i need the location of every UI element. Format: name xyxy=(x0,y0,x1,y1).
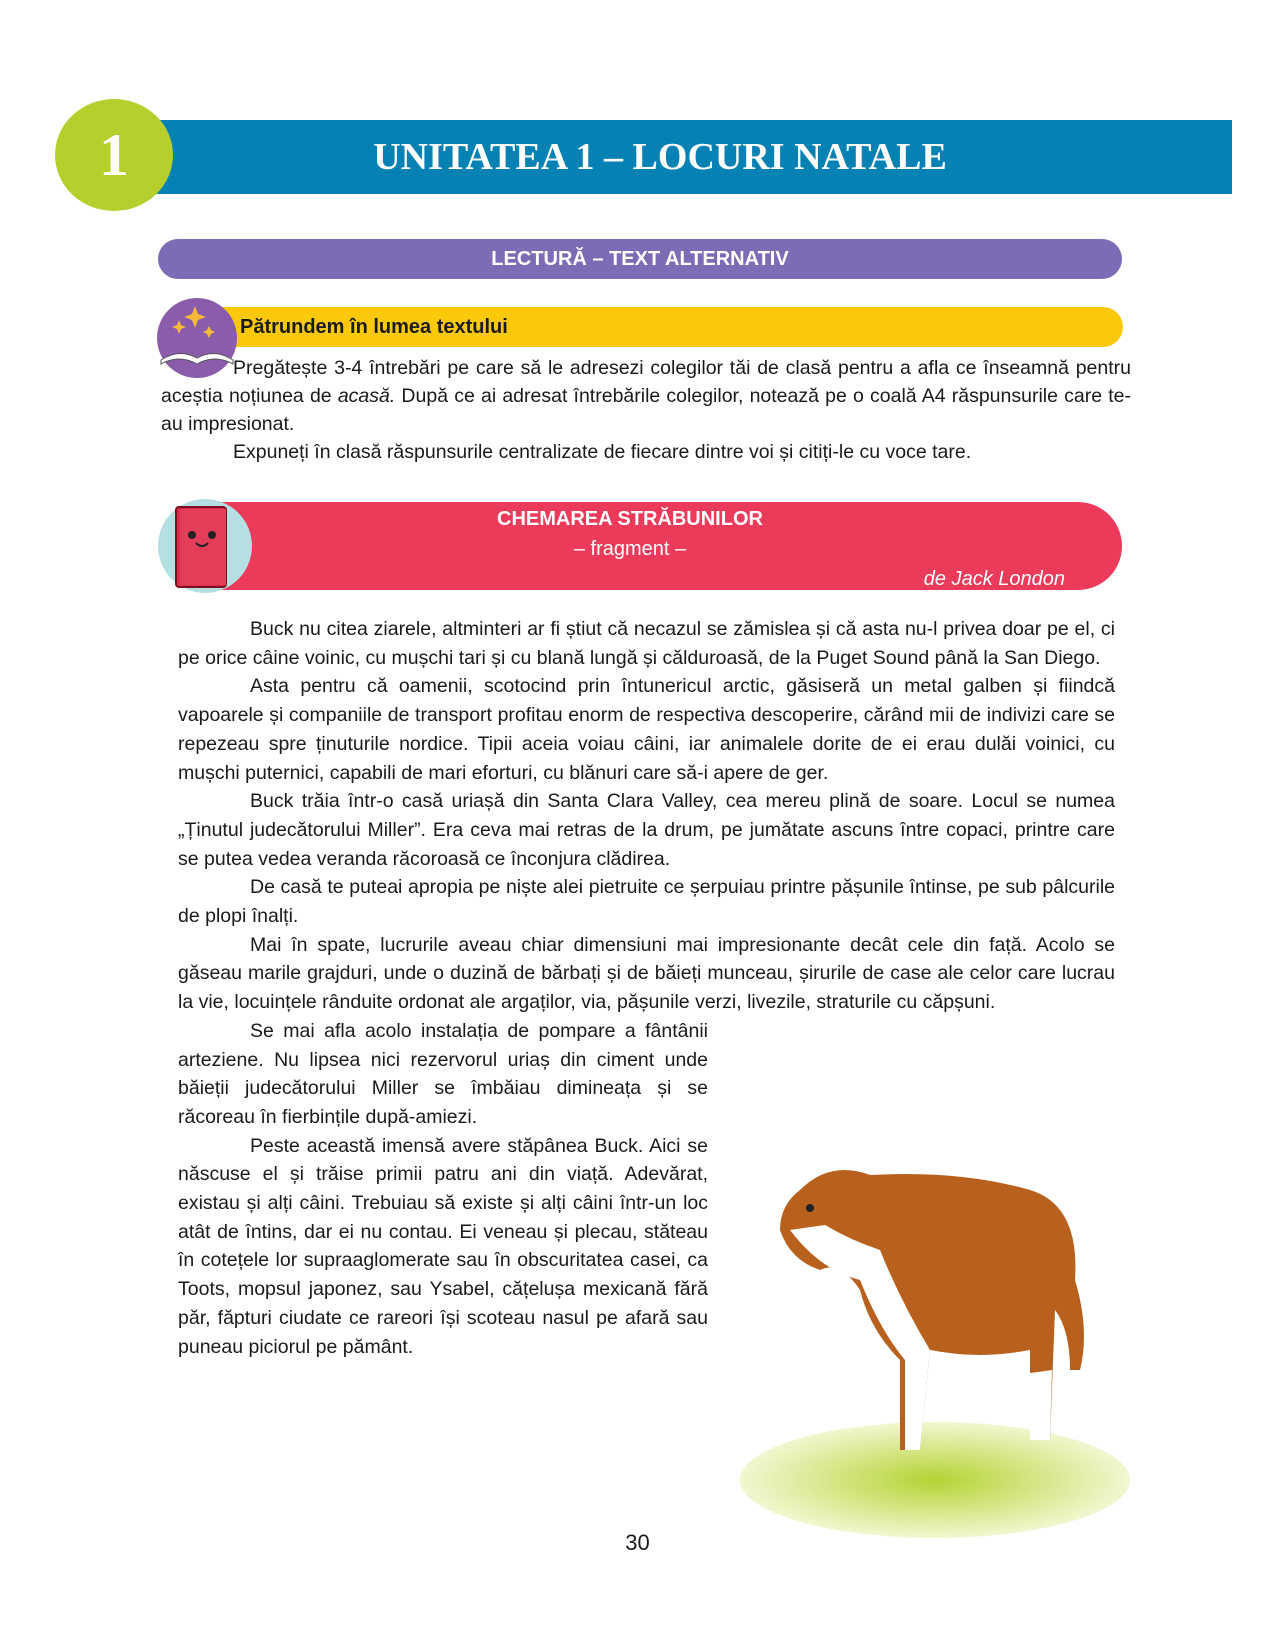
story-paragraph: Buck nu citea ziarele, altminteri ar fi știut că necazul se zămislea și că asta nu-l privea doar pe el, ci pe orice câine voinic, cu mușchi tari și cu blană lungă și călduroasă, de la Puget Sound până la San Diego. xyxy=(178,618,1115,669)
book-mascot-icon xyxy=(158,499,252,593)
unit-title: UNITATEA 1 – LOCURI NATALE xyxy=(373,136,947,178)
text-author: de Jack London xyxy=(923,568,1065,590)
instruction-text: După ce ai adresat întrebările colegilor, notează pe o coală A4 răspunsurile care te-au impresionat. xyxy=(161,385,1131,435)
instruction-paragraph: Expuneți în clasă răspunsurile centralizate de fiecare dintre voi și citiți-le cu voce tare. xyxy=(233,441,972,463)
story-paragraph: Buck trăia într-o casă uriașă din Santa Clara Valley, cea mereu plină de soare. Locul se numea „Ținutul judecătorului Miller”. Era ceva mai retras de la drum, pe jumătate ascuns între copaci, printre care se putea vedea veranda răcoroasă ce înconjura clădirea. xyxy=(178,790,1115,870)
text-subtitle: – fragment – xyxy=(573,538,687,560)
story-paragraph: De casă te puteai apropia pe niște alei pietruite ce șerpuiau printre pășunile întinse, pe sub pâlcurile de plopi înalți. xyxy=(178,876,1115,928)
activity-title: Pătrundem în lumea textului xyxy=(240,316,508,338)
story-paragraph: Peste această imensă avere stăpânea Buck. Aici se născuse el și trăise primii patru ani din viață. Adevărat, existau și alți câini. Trebuiau să existe și alți câini într-un loc atât de întins, dar ei nu contau. Ei veneau și plecau, stăteau în cotețele lor supraaglomerate sau în obscuritatea casei, ca Toots, mopsul japonez, sau Ysabel, cățelușa mexicană fără păr, făpturi ciudate ce rareori își scoteau nasul pe afară sau puneau piciorul pe pământ. xyxy=(178,1134,708,1358)
unit-number-badge: 1 xyxy=(55,99,173,211)
page-number: 30 xyxy=(625,1530,650,1555)
story-paragraph: Se mai afla acolo instalația de pompare a fântânii arteziene. Nu lipsea nici rezervorul uriaș din ciment unde băieții judecătorului Miller se îmbăiau dimineața și se răcoreau în fierbințile după-amiezi. xyxy=(178,1019,708,1128)
story-paragraph: Mai în spate, lucrurile aveau chiar dimensiuni mai impresionante decât cele din față. Acolo se găseau marile grajduri, unde o duzină de bărbați și de băieți munceau, șirurile de case ale celor care lucrau la vie, locuințele rânduite ordonat ale argaților, via, pășunile verzi, livezile, straturile cu căpșuni. xyxy=(178,933,1115,1014)
text-title: CHEMAREA STRĂBUNILOR xyxy=(497,508,763,530)
story-paragraph: Asta pentru că oamenii, scotocind prin întunericul arctic, găsiseră un metal galben și fiindcă vapoarele și companiile de transport profitau enorm de respectiva descoperire, cărând mii de indivizi care se repezeau spre ținuturile nordice. Tipii aceia voiau câini, iar animalele dorite de ei erau dulăi voinici, cu mușchi puternici, capabili de mari eforturi, cu blănuri care să-i apere de ger. xyxy=(178,675,1115,784)
instruction-text: Pregătește 3-4 întrebări pe care să le adresezi colegilor tăi de clasă pentru a afla ce înseamnă pentru aceștia noțiunea de xyxy=(161,357,1131,407)
activity-instructions xyxy=(161,354,1131,466)
emphasis-word: acasă. xyxy=(337,385,396,407)
section-label: LECTURĂ – TEXT ALTERNATIV xyxy=(158,239,1122,279)
saint-bernard-dog-image xyxy=(730,1130,1150,1550)
instruction-paragraph xyxy=(161,354,1131,438)
